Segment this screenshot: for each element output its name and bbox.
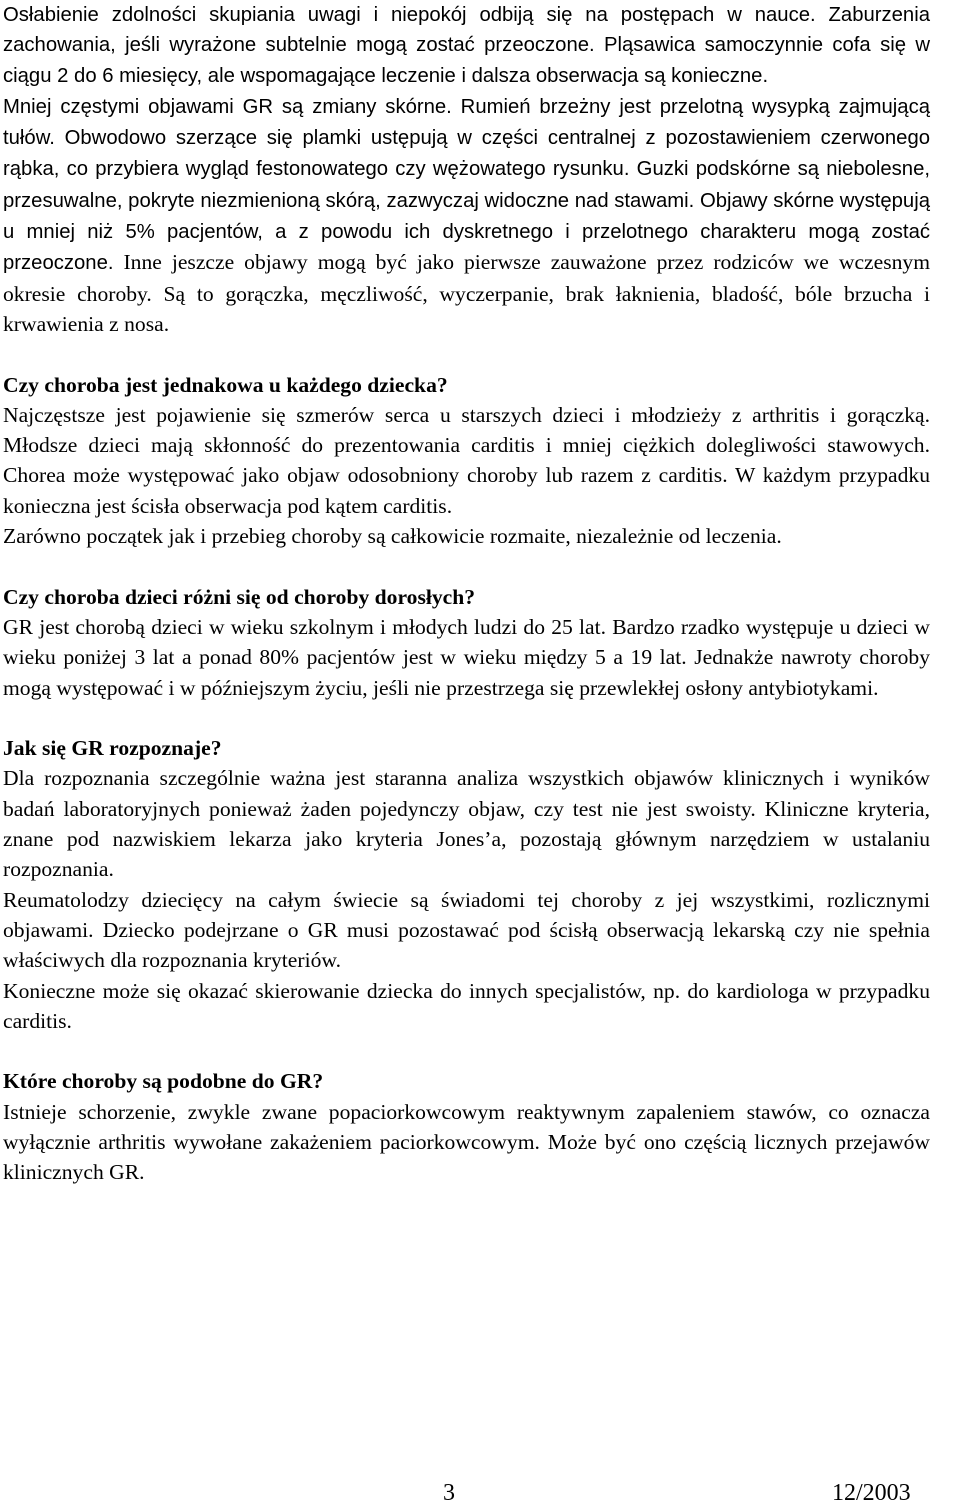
paragraph-gap [3, 703, 930, 733]
section-paragraph: Najczęstsze jest pojawienie się szmerów serca u starszych dzieci i młodzieży z arthritis i gorączką. Młodsze dzieci mają skłonność do prezentowania carditis i mniej ciężkich dolegliwości stawowych. Chorea może występować jako objaw odosobniony choroby lub razem z carditis. W każdym przypadku konieczna jest ścisła obserwacja pod kątem carditis. [3, 402, 930, 518]
page-number: 3 [443, 1480, 455, 1506]
section-paragraph: GR jest chorobą dzieci w wieku szkolnym i młodych ludzi do 25 lat. Bardzo rzadko występuje u dzieci w wieku poniżej 3 lat a ponad 80% pacjentów jest w wieku między 5 a 19 lat. Jednakże nawroty choroby mogą występować i w późniejszym życiu, jeśli nie przestrzega się przewlekłej osłony antybiotykami. [3, 614, 930, 700]
section-paragraph: Istnieje schorzenie, zwykle zwane popaciorkowcowym reaktywnym zapaleniem stawów, co oznacza wyłącznie arthritis wywołane zakażeniem paciorkowcowym. Może być ono częścią licznych przejawów klinicznych GR. [3, 1099, 930, 1185]
footer-date: 12/2003 [832, 1480, 911, 1506]
section-heading-similar-diseases: Które choroby są podobne do GR? [3, 1069, 324, 1094]
section-heading-diagnosis: Jak się GR rozpoznaje? [3, 736, 222, 761]
section-heading-children-vs-adults: Czy choroba dzieci różni się od choroby dorosłych? [3, 584, 476, 609]
paragraph-gap [3, 339, 930, 369]
document-page [3, 0, 930, 1188]
paragraph-gap [3, 1036, 930, 1066]
section-heading-same-disease: Czy choroba jest jednakowa u każdego dziecka? [3, 372, 448, 397]
skin-symptoms-intro: Mniej częstymi objawami GR są zmiany skórne. [3, 95, 452, 118]
section-paragraph: Dla rozpoznania szczególnie ważna jest staranna analiza wszystkich objawów klinicznych i wyników badań laboratoryjnych ponieważ żaden pojedynczy objaw, czy test nie jest swoisty. Kliniczne kryteria, znane pod nazwiskiem lekarza jako kryteria Jones’a, pozostają głównym narzędziem w ustalaniu rozpoznania. [3, 766, 930, 882]
section-paragraph: Konieczne może się okazać skierowanie dziecka do innych specjalistów, np. do kardiologa w przypadku carditis. [3, 978, 930, 1033]
paragraph-gap [3, 551, 930, 581]
section-paragraph: Zarówno początek jak i przebieg choroby są całkowicie rozmaite, niezależnie od leczenia. [3, 524, 782, 549]
paragraph-concentration: Osłabienie zdolności skupiania uwagi i niepokój odbiją się na postępach w nauce. Zaburzenia zachowania, jeśli wyrażone subtelnie mogą zostać przeoczone. Pląsawica samoczynnie cofa się w ciągu 2 do 6 miesięcy, ale wspomagające leczenie i dalsza obserwacja są konieczne. [3, 4, 930, 87]
section-paragraph: Reumatolodzy dziecięcy na całym świecie są świadomi tej choroby z jej wszystkimi, rozlicznymi objawami. Dziecko podejrzane o GR musi pozostawać pod ścisłą obserwacją lekarską czy nie spełnia właściwych dla rozpoznania kryteriów. [3, 887, 930, 973]
skin-symptoms-details: Rumień brzeżny jest przelotną wysypką zajmującą tułów. Obwodowo szerzące się plamki ustępują w części centralnej z pozostawieniem czerwonego rąbka, co przybiera wygląd festonowatego czy wężowatego rysunku. Guzki podskórne są niebolesne, przesuwalne, pokryte niezmienioną skórą, zazwyczaj widoczne nad stawami. Objawy skórne występują u mniej niż 5% pacjentów, a z powodu ich dyskretnego i przelotnego charakteru mogą zostać przeoczone. [3, 95, 930, 275]
other-symptoms: Inne jeszcze objawy mogą być jako pierwsze zauważone przez rodziców we wczesnym okresie choroby. Są to gorączka, męczliwość, wyczerpanie, brak łaknienia, bladość, bóle brzucha i krwawienia z nosa. [3, 250, 930, 336]
paragraph-skin-symptoms [3, 91, 930, 339]
